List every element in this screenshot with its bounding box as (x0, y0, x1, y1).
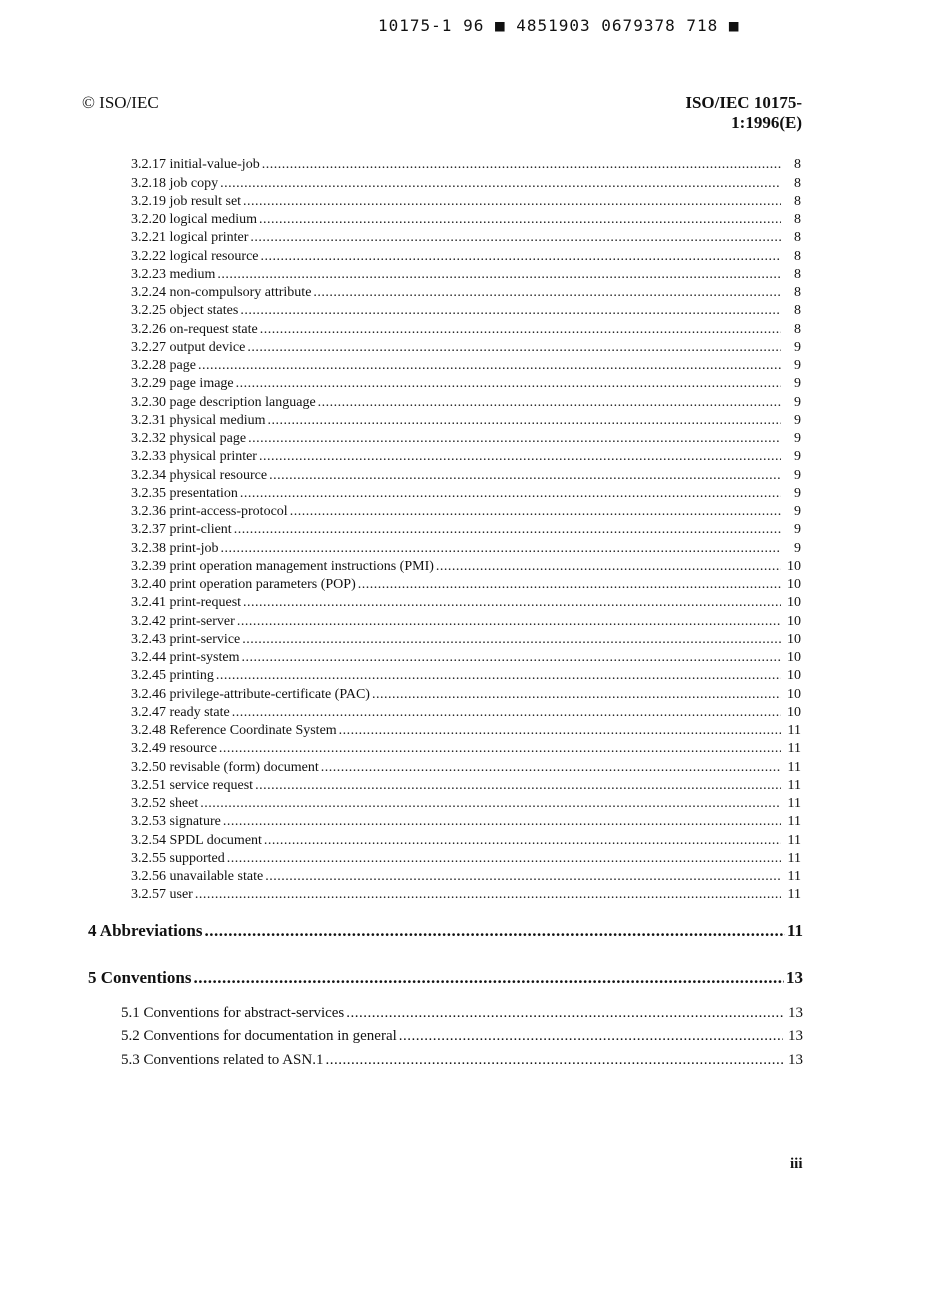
toc-entry-title: 3.2.31 physical medium (131, 412, 266, 428)
toc-entry[interactable] (131, 704, 801, 722)
toc-entry-page: 8 (794, 193, 801, 209)
toc-entry-page: 13 (788, 1028, 803, 1044)
toc-entry-title: 3.2.38 print-job (131, 540, 219, 556)
toc-entry-title: 3.2.41 print-request (131, 595, 242, 611)
toc-entry-title: 5.2 Conventions for documentation in general (121, 1028, 397, 1044)
toc-entry-page: 10 (787, 650, 801, 665)
toc-entry-page: 9 (794, 485, 801, 501)
toc-entry-page: 10 (787, 613, 801, 629)
toc-leader-dots (313, 284, 781, 302)
toc-entry-page: 10 (787, 704, 801, 720)
toc-entry-page: 11 (787, 887, 801, 903)
toc-entry[interactable] (131, 685, 801, 703)
toc-entry-page: 8 (794, 303, 801, 319)
toc-entry[interactable] (131, 412, 801, 430)
toc-entry[interactable] (131, 375, 801, 393)
toc-leader-dots (261, 248, 781, 266)
toc-entry-page: 9 (794, 394, 801, 410)
toc-entry-page: 8 (794, 285, 801, 300)
toc-leader-dots (240, 302, 781, 320)
toc-leader-dots (264, 832, 781, 850)
toc-entry[interactable] (131, 247, 801, 265)
toc-entry-page: 13 (788, 1004, 803, 1021)
toc-leader-dots (262, 156, 781, 174)
toc-leader-dots (243, 193, 781, 211)
toc-entry-title: 3.2.36 print-access-protocol (131, 504, 288, 519)
toc-entry-page: 9 (794, 339, 801, 355)
toc-entry-title: 3.2.30 page description language (131, 394, 316, 410)
toc-entry-page: 11 (787, 741, 801, 757)
toc-leader-dots (255, 777, 781, 795)
toc-list-3-2 (131, 156, 801, 904)
toc-leader-dots (223, 813, 781, 831)
toc-leader-dots (242, 631, 781, 649)
toc-entry-title: 3.2.55 supported (131, 850, 225, 866)
toc-entry-page: 10 (787, 558, 801, 574)
toc-entry-title: 3.2.49 resource (131, 741, 217, 757)
page-number: iii (790, 1156, 803, 1172)
toc-entry-page: 8 (794, 321, 801, 337)
toc-section-page: 13 (786, 968, 803, 987)
toc-entry-title: 3.2.23 medium (131, 266, 216, 282)
toc-entry-title: 3.2.46 privilege-attribute-certificate (PAC) (131, 686, 370, 702)
toc-entry-title: 5.1 Conventions for abstract-services (121, 1004, 345, 1021)
toc-entry-title: 3.2.43 print-service (131, 631, 241, 647)
toc-leader-dots (321, 759, 781, 777)
toc-entry-title: 3.2.22 logical resource (131, 248, 259, 264)
toc-leader-dots (318, 394, 781, 412)
toc-leader-dots (227, 850, 781, 868)
toc-entry[interactable] (131, 193, 801, 211)
toc-entry[interactable] (131, 174, 801, 192)
toc-entry[interactable] (131, 722, 801, 740)
toc-entry-page: 11 (787, 814, 801, 830)
toc-entry-page: 9 (794, 358, 801, 373)
toc-entry[interactable] (121, 1024, 803, 1048)
toc-leader-dots (198, 357, 781, 375)
toc-entry-page: 9 (794, 467, 801, 483)
toc-leader-dots (242, 649, 782, 667)
toc-leader-dots (265, 868, 781, 886)
toc-leader-dots (339, 722, 781, 740)
toc-list-5 (121, 1000, 803, 1071)
toc-leader-dots (219, 740, 781, 758)
toc-leader-dots (217, 266, 781, 284)
toc-entry-title: 3.2.56 unavailable state (131, 869, 264, 884)
toc-entry[interactable] (131, 576, 801, 594)
toc-entry-page: 10 (787, 595, 801, 611)
toc-leader-dots (268, 412, 781, 430)
toc-entry-title: 3.2.33 physical printer (131, 449, 257, 465)
toc-leader-dots (259, 448, 781, 466)
toc-entry[interactable] (131, 631, 801, 649)
toc-leader-dots (195, 886, 781, 904)
toc-entry-title: 3.2.51 service request (131, 777, 254, 793)
toc-leader-dots (243, 594, 781, 612)
toc-leader-dots (372, 686, 781, 704)
toc-entry[interactable] (131, 831, 801, 849)
toc-entry-page: 11 (787, 723, 801, 738)
toc-leader-dots (237, 613, 781, 631)
toc-leader-dots (220, 175, 781, 193)
header-copyright: © ISO/IEC (82, 93, 159, 112)
toc-entry-page: 11 (787, 796, 801, 811)
toc-entry-title: 3.2.20 logical medium (131, 212, 257, 227)
toc-leader-dots (290, 503, 781, 521)
toc-leader-dots (232, 704, 781, 722)
toc-entry-page: 11 (787, 759, 801, 775)
toc-entry-page: 10 (787, 668, 801, 684)
toc-leader-dots (204, 921, 784, 941)
toc-entry[interactable] (131, 758, 801, 776)
toc-entry-title: 3.2.37 print-client (131, 522, 232, 538)
toc-entry-title: 3.2.47 ready state (131, 704, 230, 720)
toc-entry[interactable] (131, 503, 801, 521)
toc-entry-title: 3.2.54 SPDL document (131, 832, 262, 848)
toc-leader-dots (399, 1025, 783, 1047)
toc-entry-title: 3.2.35 presentation (131, 485, 238, 501)
toc-entry-page: 11 (787, 850, 801, 866)
toc-leader-dots (193, 968, 784, 988)
toc-leader-dots (221, 540, 782, 558)
toc-entry[interactable] (131, 777, 801, 795)
toc-entry-page: 8 (794, 266, 801, 282)
toc-leader-dots (200, 795, 781, 813)
toc-entry-title: 3.2.45 printing (131, 668, 214, 684)
toc-leader-dots (240, 485, 781, 503)
toc-entry-title: 3.2.27 output device (131, 339, 246, 355)
toc-entry-page: 9 (794, 449, 801, 465)
toc-entry[interactable] (131, 229, 801, 247)
toc-entry-title: 3.2.44 print-system (131, 650, 240, 665)
toc-section-4[interactable] (88, 921, 803, 941)
toc-entry[interactable] (131, 612, 801, 630)
toc-entry-title: 3.2.53 signature (131, 814, 221, 830)
toc-entry[interactable] (131, 466, 801, 484)
toc-entry-page: 8 (794, 212, 801, 227)
toc-entry[interactable] (131, 649, 801, 667)
toc-section-page: 11 (786, 921, 803, 940)
toc-entry-page: 9 (794, 376, 801, 392)
toc-entry-page: 9 (794, 504, 801, 519)
toc-entry-page: 8 (794, 157, 801, 173)
toc-entry-title: 3.2.42 print-server (131, 613, 235, 629)
toc-leader-dots (236, 375, 781, 393)
toc-leader-dots (436, 558, 781, 576)
toc-entry[interactable] (131, 850, 801, 868)
toc-section-title: 4 Abbreviations (88, 921, 203, 940)
toc-entry[interactable] (121, 1000, 803, 1024)
toc-leader-dots (248, 430, 781, 448)
toc-leader-dots (234, 521, 781, 539)
toc-entry[interactable] (131, 448, 801, 466)
toc-entry[interactable] (131, 868, 801, 886)
toc-entry[interactable] (131, 339, 801, 357)
toc-leader-dots (269, 467, 781, 485)
toc-entry-title: 3.2.40 print operation parameters (POP) (131, 577, 356, 592)
toc-entry-page: 10 (787, 686, 801, 702)
toc-entry[interactable] (121, 1047, 803, 1071)
toc-entry-title: 3.2.19 job result set (131, 193, 242, 209)
toc-entry[interactable] (131, 795, 801, 813)
toc-entry-title: 3.2.32 physical page (131, 431, 247, 446)
toc-entry-page: 9 (794, 540, 801, 556)
toc-entry-title: 3.2.21 logical printer (131, 230, 249, 246)
toc-entry-page: 8 (794, 175, 801, 191)
toc-leader-dots (250, 229, 781, 247)
toc-entry-page: 13 (788, 1051, 803, 1068)
toc-entry-page: 11 (787, 869, 801, 884)
toc-section-5[interactable] (88, 968, 803, 988)
toc-entry-title: 3.2.28 page (131, 358, 196, 373)
toc-entry-title: 3.2.25 object states (131, 303, 239, 319)
toc-entry[interactable] (131, 594, 801, 612)
toc-entry-title: 3.2.24 non-compulsory attribute (131, 285, 312, 300)
toc-entry[interactable] (131, 485, 801, 503)
toc-entry-page: 8 (794, 248, 801, 264)
toc-entry-title: 3.2.17 initial-value-job (131, 157, 260, 173)
toc-entry-page: 10 (787, 631, 801, 647)
toc-entry-title: 3.2.39 print operation management instructions (PMI) (131, 558, 434, 574)
header-standard-id: ISO/IEC 10175-1:1996(E) (685, 93, 802, 132)
toc-entry-page: 11 (787, 777, 801, 793)
toc-entry[interactable] (131, 156, 801, 174)
toc-entry-page: 8 (794, 230, 801, 246)
toc-entry-title: 3.2.18 job copy (131, 175, 219, 191)
toc-entry-title: 3.2.34 physical resource (131, 467, 268, 483)
toc-entry-page: 10 (787, 577, 801, 592)
toc-entry-title: 3.2.57 user (131, 887, 193, 903)
toc-entry-title: 3.2.50 revisable (form) document (131, 759, 319, 775)
toc-leader-dots (216, 667, 781, 685)
toc-entry[interactable] (131, 320, 801, 338)
scan-header-code: 10175-1 96 ■ 4851903 0679378 718 ■ (378, 16, 740, 35)
toc-leader-dots (326, 1049, 784, 1071)
toc-entry[interactable] (131, 521, 801, 539)
toc-entry[interactable] (131, 302, 801, 320)
toc-entry[interactable] (131, 357, 801, 375)
toc-entry[interactable] (131, 740, 801, 758)
toc-entry[interactable] (131, 284, 801, 302)
toc-entry[interactable] (131, 430, 801, 448)
toc-entry[interactable] (131, 266, 801, 284)
toc-entry[interactable] (131, 539, 801, 557)
toc-entry-page: 9 (794, 412, 801, 428)
toc-entry[interactable] (131, 558, 801, 576)
toc-entry[interactable] (131, 393, 801, 411)
toc-leader-dots (260, 321, 781, 339)
toc-leader-dots (247, 339, 781, 357)
toc-entry-title: 3.2.48 Reference Coordinate System (131, 723, 337, 738)
toc-entry-title: 3.2.52 sheet (131, 796, 199, 811)
toc-entry[interactable] (131, 886, 801, 904)
toc-leader-dots (346, 1002, 783, 1024)
toc-leader-dots (358, 576, 781, 594)
toc-entry-page: 9 (794, 431, 801, 446)
toc-entry-title: 5.3 Conventions related to ASN.1 (121, 1051, 324, 1068)
toc-leader-dots (259, 211, 781, 229)
toc-section-title: 5 Conventions (88, 968, 192, 987)
toc-entry-page: 11 (787, 832, 801, 848)
toc-entry[interactable] (131, 211, 801, 229)
toc-entry[interactable] (131, 667, 801, 685)
toc-entry-title: 3.2.26 on-request state (131, 321, 258, 337)
toc-entry-page: 9 (794, 522, 801, 538)
toc-entry[interactable] (131, 813, 801, 831)
toc-entry-title: 3.2.29 page image (131, 376, 234, 392)
